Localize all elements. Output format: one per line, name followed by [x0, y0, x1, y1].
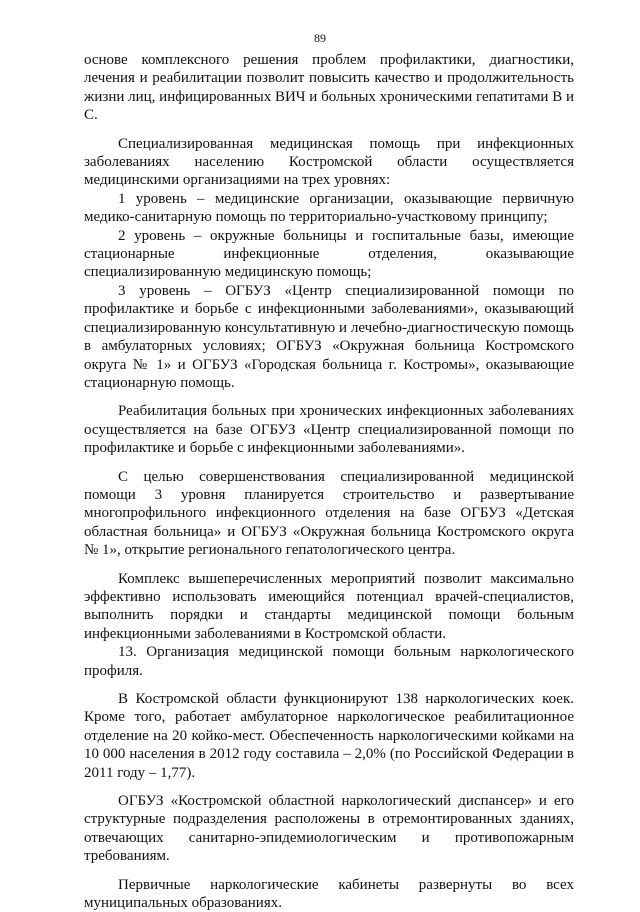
- paragraph-level-2: 2 уровень – окружные больницы и госпитальные базы, имеющие стационарные инфекционные отделения, оказывающие специализированную медицинскую помощь;: [84, 227, 574, 281]
- paragraph-measures-summary: Комплекс вышеперечисленных мероприятий позволит максимально эффективно использовать имеющийся потенциал врачей-специалистов, выполнить порядки и стандарты медицинской помощи больным инфекционными заболеваниями в Костромской области.: [84, 570, 574, 642]
- paragraph-level-1: 1 уровень – медицинские организации, оказывающие первичную медико-санитарную помощь по территориально-участковому принципу;: [84, 190, 574, 226]
- paragraph-level-3: 3 уровень – ОГБУЗ «Центр специализированной помощи по профилактике и борьбе с инфекционными заболеваниями», оказывающий специализированную консультативную и лечебно-диагностическую помощь в амбулаторных условиях; ОГБУЗ «Окружная больница Костромского округа № 1» и ОГБУЗ «Городская больница г. Костромы», оказывающие стационарную помощь.: [84, 282, 574, 391]
- paragraph-improvement-plan: С целью совершенствования специализированной медицинской помощи 3 уровня планируется строительство и развертывание многопрофильного инфекционного отделения на базе ОГБУЗ «Детская областная больница» и ОГБУЗ «Окружная больница Костромского округа № 1», открытие регионального гепатологического центра.: [84, 468, 574, 559]
- section-heading-narcology: 13. Организация медицинской помощи больным наркологического профиля.: [84, 644, 574, 679]
- paragraph-dispensary: ОГБУЗ «Костромской областной наркологический диспансер» и его структурные подразделения расположены в отремонтированных зданиях, отвечающих санитарно-эпидемиологическим и противопожарным требованиям.: [84, 793, 574, 865]
- paragraph-continuation: основе комплексного решения проблем профилактики, диагностики, лечения и реабилитации позволит повысить качество и продолжительность жизни лиц, инфицированных ВИЧ и больных хроническими гепатитами В и С.: [84, 52, 574, 124]
- paragraph-primary-cabinets: Первичные наркологические кабинеты развернуты во всех муниципальных образованиях.: [84, 876, 574, 912]
- page-number: 89: [314, 31, 326, 45]
- paragraph-rehabilitation: Реабилитация больных при хронических инфекционных заболеваниях осуществляется на базе ОГБУЗ «Центр специализированной помощи по профилактике и борьбе с инфекционными заболеваниями».: [84, 403, 574, 457]
- paragraph-infectious-care-intro: Специализированная медицинская помощь при инфекционных заболеваниях населению Костромской области осуществляется медицинскими организациями на трех уровнях:: [84, 135, 574, 189]
- paragraph-narcology-beds: В Костромской области функционируют 138 наркологических коек. Кроме того, работает амбулаторное наркологическое реабилитационное отделение на 20 койко-мест. Обеспеченность наркологическими койками на 10 000 населения в 2012 году составила – 2,0% (по Российской Федерации в 2011 году – 1,77).: [84, 691, 574, 781]
- document-body: [84, 51, 574, 912]
